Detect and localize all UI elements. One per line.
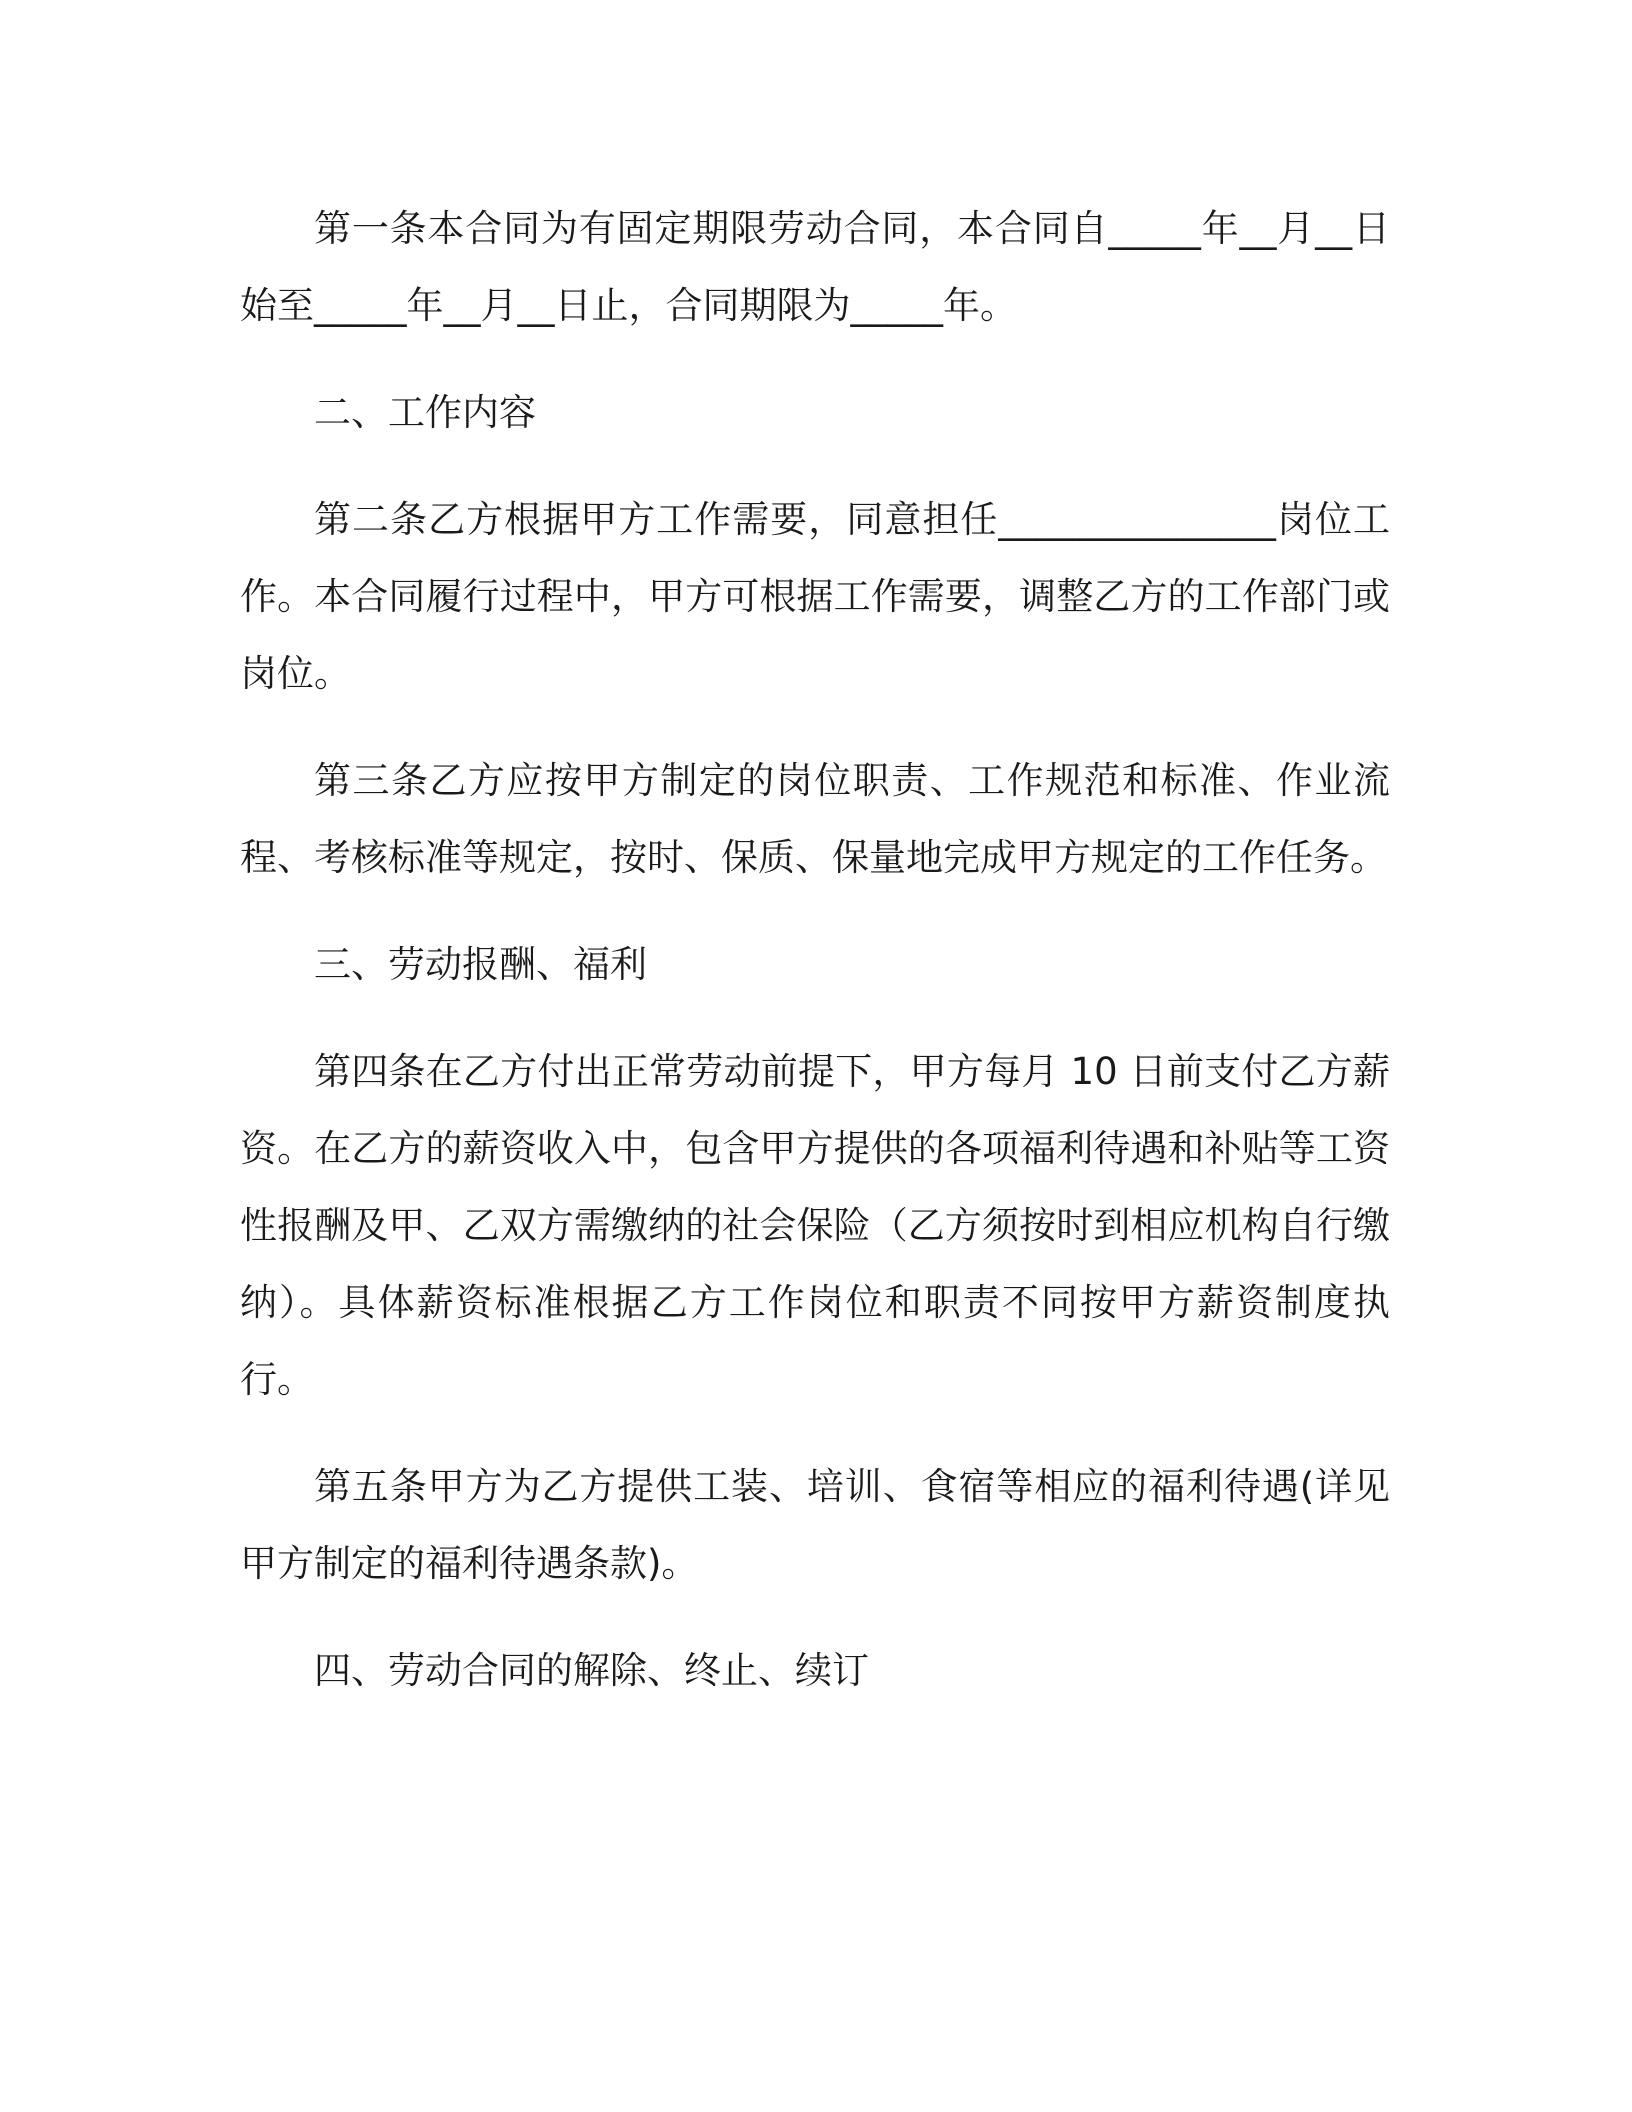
spacer bbox=[240, 1003, 1390, 1033]
article-2: 第二条乙方根据甲方工作需要，同意担任_______________岗位工作。本合同履行过程中，甲方可根据工作需要，调整乙方的工作部门或岗位。 bbox=[240, 498, 1390, 695]
spacer bbox=[240, 451, 1390, 481]
spacer bbox=[240, 712, 1390, 742]
article-4: 第四条在乙方付出正常劳动前提下，甲方每月 10 日前支付乙方薪资。在乙方的薪资收入中，包含甲方提供的各项福利待遇和补贴等工资性报酬及甲、乙双方需缴纳的社会保险（乙方须按时到相应机构自行缴纳）。具体薪资标准根据乙方工作岗位和职责不同按甲方薪资制度执行。 bbox=[240, 1050, 1390, 1401]
spacer bbox=[240, 896, 1390, 926]
section-heading-termination: 四、劳动合同的解除、终止、续订 bbox=[314, 1649, 869, 1692]
section-heading-work-content: 二、工作内容 bbox=[314, 391, 536, 434]
document-page bbox=[240, 190, 1390, 1709]
section-heading-remuneration: 三、劳动报酬、福利 bbox=[314, 943, 647, 986]
article-5: 第五条甲方为乙方提供工装、培训、食宿等相应的福利待遇(详见甲方制定的福利待遇条款)。 bbox=[240, 1465, 1390, 1585]
spacer bbox=[240, 1602, 1390, 1632]
article-3: 第三条乙方应按甲方制定的岗位职责、工作规范和标准、作业流程、考核标准等规定，按时、保质、保量地完成甲方规定的工作任务。 bbox=[240, 759, 1390, 879]
article-1: 第一条本合同为有固定期限劳动合同，本合同自_____年__月__日始至_____年__月__日止，合同期限为_____年。 bbox=[240, 207, 1390, 327]
spacer bbox=[240, 1418, 1390, 1448]
spacer bbox=[240, 344, 1390, 374]
